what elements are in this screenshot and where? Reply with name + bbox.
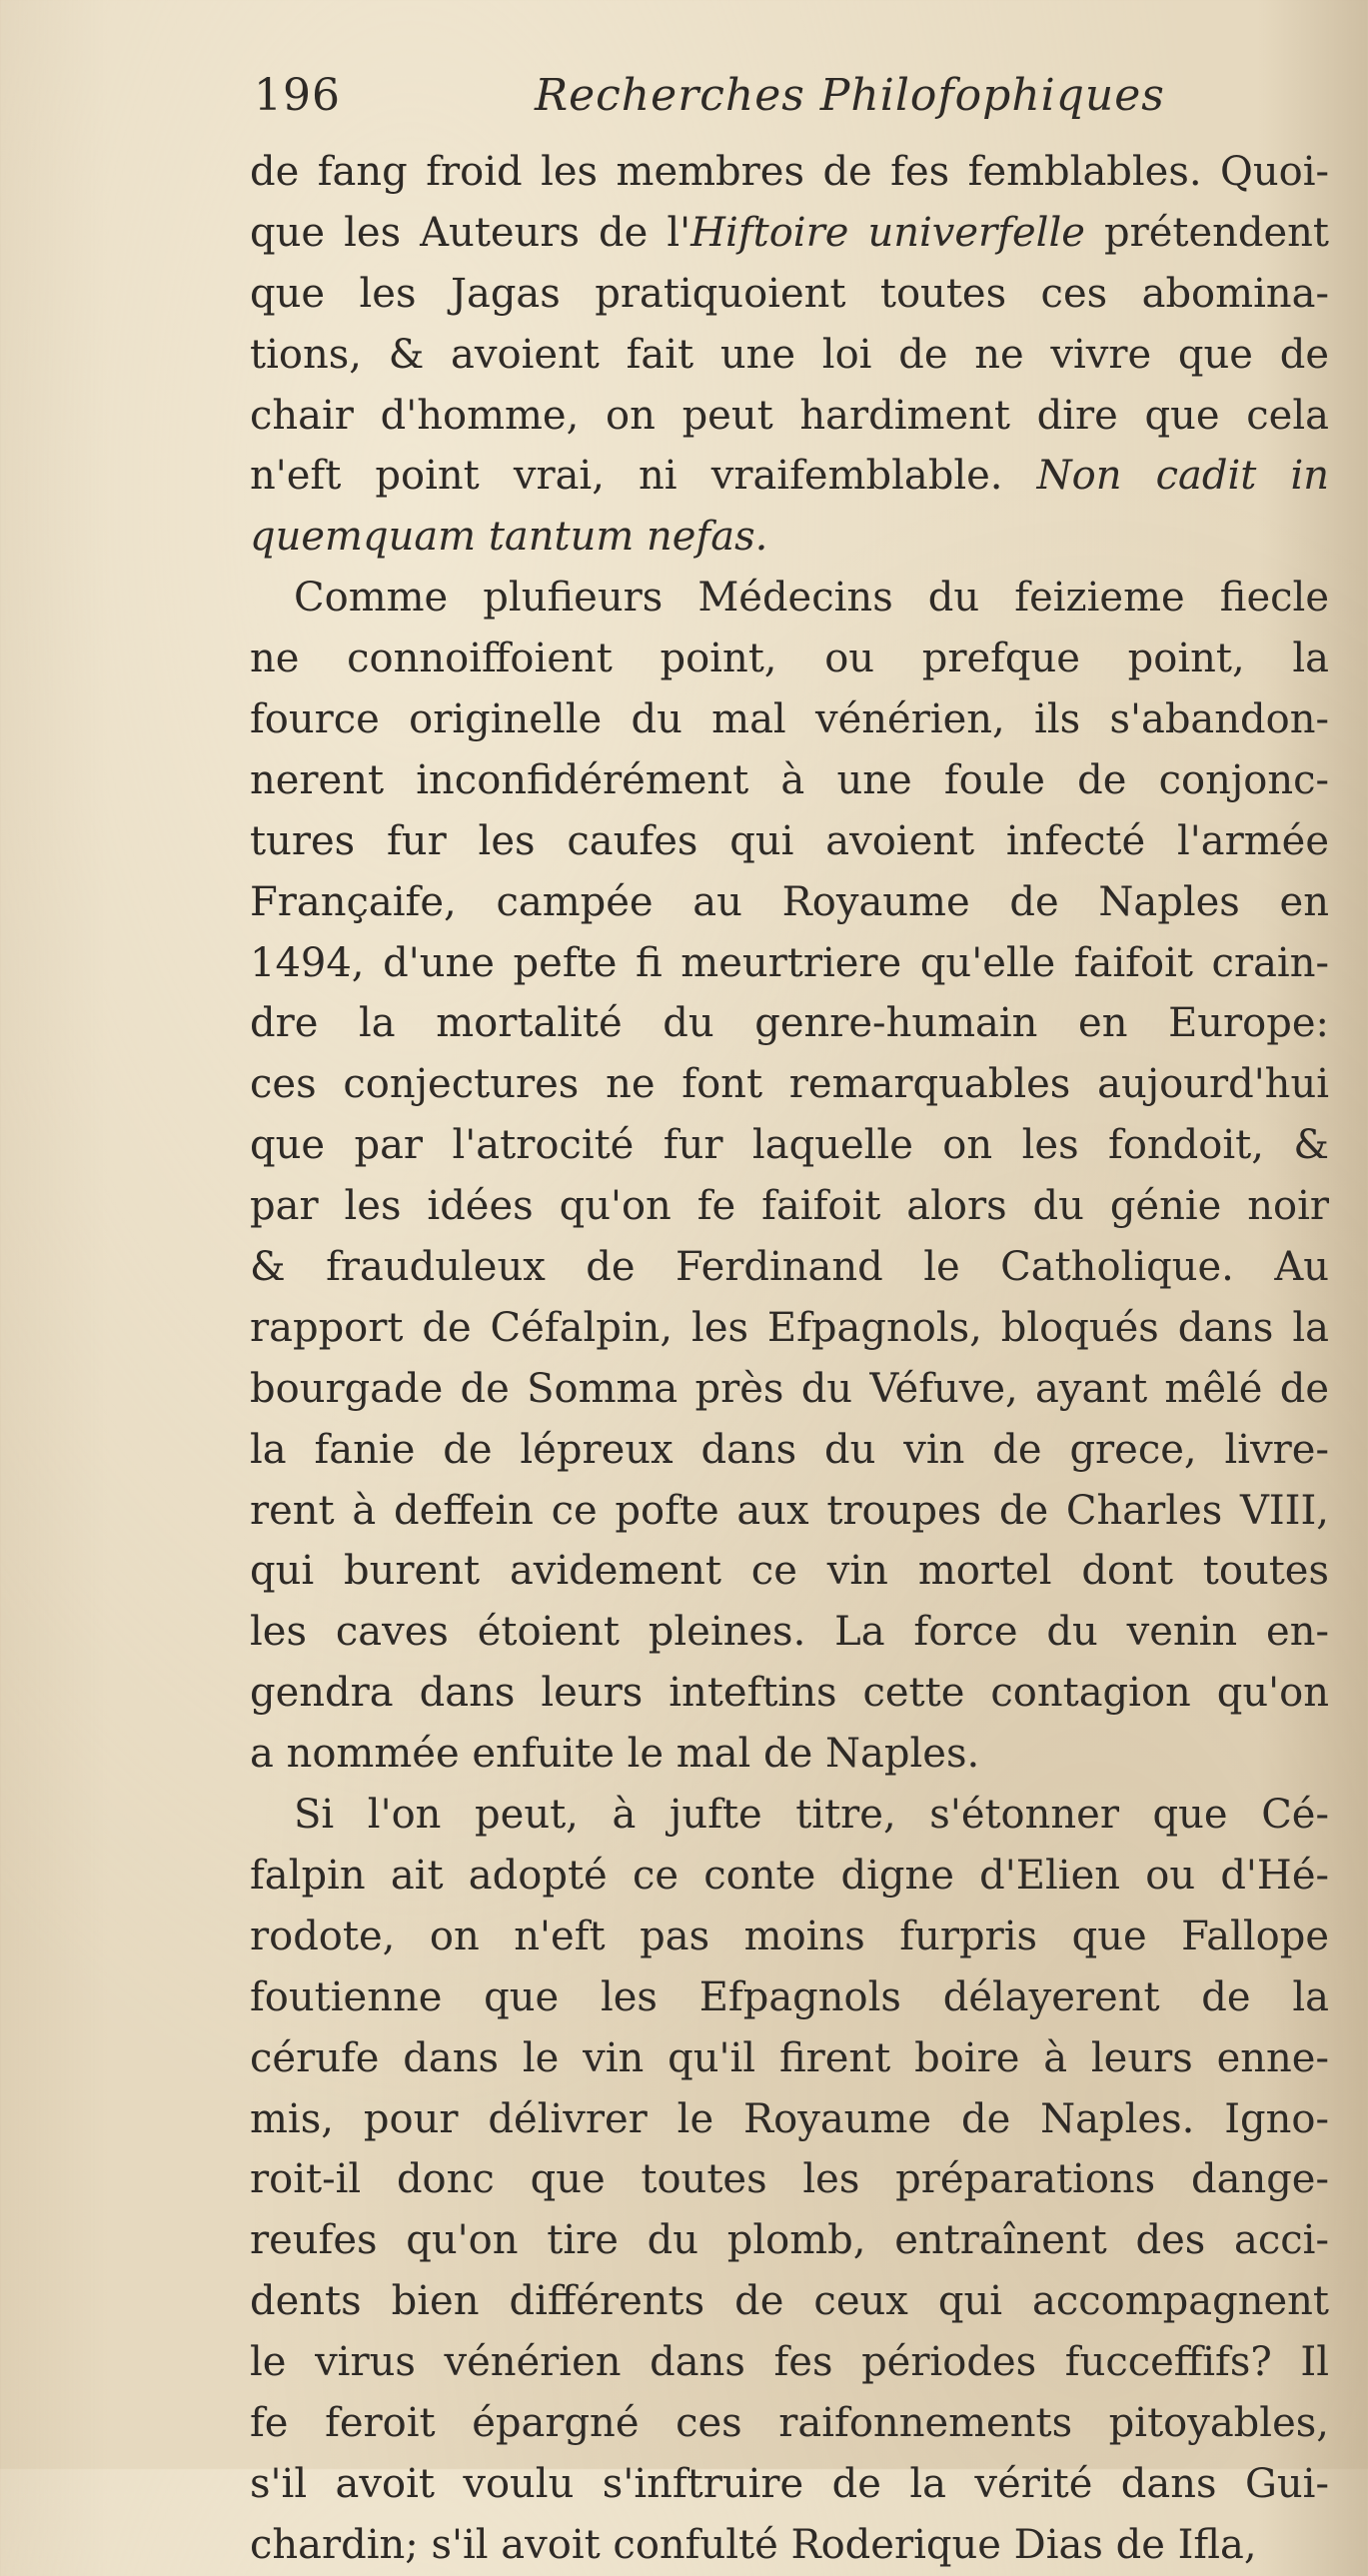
text-segment: que les Jagas pratiquoient toutes ces abomina- xyxy=(250,270,1329,317)
text-segment: dents bien différents de ceux qui accompagnent xyxy=(250,2278,1329,2325)
text-segment: la fanie de lépreux dans du vin de grece, livre- xyxy=(250,1426,1329,1473)
running-title: Recherches Philofophiques xyxy=(535,70,1165,121)
text-line xyxy=(250,1602,1329,1663)
text-line xyxy=(250,1663,1329,1724)
text-segment: rent à deffein ce pofte aux troupes de Charles VIII, xyxy=(250,1487,1329,1534)
text-line xyxy=(250,264,1329,325)
text-segment: s'il avoit voulu s'inftruire de la vérité dans Gui- xyxy=(250,2460,1329,2507)
page-header xyxy=(250,70,1329,142)
text-line xyxy=(250,1298,1329,1359)
text-line xyxy=(250,507,1329,568)
text-segment: chair d'homme, on peut hardiment dire que cela xyxy=(250,392,1329,439)
text-line xyxy=(250,1420,1329,1481)
text-segment: n'eft point vrai, ni vraifemblable. xyxy=(250,453,1037,500)
text-line xyxy=(250,2393,1329,2454)
text-segment: & frauduleux de Ferdinand le Catholique. Au xyxy=(250,1244,1329,1291)
body-text xyxy=(250,142,1329,2576)
text-line xyxy=(250,1176,1329,1237)
text-segment: reufes qu'on tire du plomb, entraînent des acci- xyxy=(250,2217,1329,2264)
text-line xyxy=(250,1115,1329,1176)
text-segment: Comme plufieurs Médecins du feizieme fiecle xyxy=(294,575,1329,622)
italic-text: Hiftoire univerfelle xyxy=(690,209,1085,256)
text-line xyxy=(250,872,1329,933)
text-line xyxy=(250,1785,1329,1846)
text-line xyxy=(250,993,1329,1054)
book-page xyxy=(250,70,1329,2576)
text-segment: ne connoiffoient point, ou prefque point, la xyxy=(250,636,1329,682)
text-line xyxy=(250,1846,1329,1907)
text-line xyxy=(250,2210,1329,2271)
text-line xyxy=(250,1481,1329,1542)
text-segment: Françaife, campée au Royaume de Naples en xyxy=(250,878,1329,925)
text-segment: dre la mortalité du genre-humain en Europe: xyxy=(250,1000,1329,1047)
text-line xyxy=(250,1967,1329,2028)
text-segment: a nommée enfuite le mal de Naples. xyxy=(250,1731,980,1778)
text-segment: chardin; s'il avoit confulté Roderique Dias de Ifla, xyxy=(250,2521,1257,2568)
text-line xyxy=(250,386,1329,447)
text-segment: nerent inconfidérément à une foule de conjonc- xyxy=(250,756,1329,803)
text-segment: que par l'atrocité fur laquelle on les fondoit, & xyxy=(250,1122,1329,1169)
text-segment: foutienne que les Efpagnols délayerent de la xyxy=(250,1973,1329,2020)
text-segment: que les Auteurs de l' xyxy=(250,209,691,256)
text-segment: rodote, on n'eft pas moins furpris que Fallope xyxy=(250,1913,1329,1959)
text-segment: gendra dans leurs inteftins cette contagion qu'on xyxy=(250,1670,1329,1717)
text-segment: fource originelle du mal vénérien, ils s'abandon- xyxy=(250,696,1329,743)
italic-text: Non cadit in xyxy=(1036,453,1329,500)
text-line xyxy=(250,446,1329,507)
text-segment: tures fur les caufes qui avoient infecté l'armée xyxy=(250,817,1329,864)
text-line xyxy=(250,1724,1329,1785)
text-line xyxy=(250,750,1329,811)
text-line xyxy=(250,2089,1329,2150)
text-line xyxy=(250,325,1329,386)
text-segment: Si l'on peut, à jufte titre, s'étonner que Cé- xyxy=(294,1792,1329,1839)
text-segment: rapport de Céfalpin, les Efpagnols, bloqués dans la xyxy=(250,1304,1329,1351)
italic-text: quemquam tantum nefas. xyxy=(250,514,768,561)
text-segment: prétendent xyxy=(1084,209,1329,256)
text-line xyxy=(250,568,1329,629)
text-segment: bourgade de Somma près du Véfuve, ayant mêlé de xyxy=(250,1365,1329,1412)
text-segment: falpin ait adopté ce conte digne d'Elien ou d'Hé- xyxy=(250,1852,1329,1899)
text-line xyxy=(250,2149,1329,2210)
text-segment: cérufe dans le vin qu'il firent boire à leurs enne- xyxy=(250,2034,1329,2081)
text-line xyxy=(250,2028,1329,2089)
text-line xyxy=(250,689,1329,750)
text-segment: les caves étoient pleines. La force du venin en- xyxy=(250,1609,1329,1656)
text-segment: fe feroit épargné ces raifonnements pitoyables, xyxy=(250,2399,1329,2446)
text-line xyxy=(250,629,1329,689)
text-segment: mis, pour délivrer le Royaume de Naples. Igno- xyxy=(250,2095,1329,2142)
text-line xyxy=(250,1237,1329,1298)
text-line xyxy=(250,142,1329,203)
text-segment: 1494, d'une pefte fi meurtriere qu'elle faifoit crain- xyxy=(250,939,1329,986)
text-segment: par les idées qu'on fe faifoit alors du génie noir xyxy=(250,1183,1329,1230)
text-line xyxy=(250,1907,1329,1967)
page-number: 196 xyxy=(254,70,341,121)
text-line xyxy=(250,2271,1329,2332)
text-line xyxy=(250,933,1329,994)
text-line xyxy=(250,811,1329,872)
text-segment: roit-il donc que toutes les préparations dange- xyxy=(250,2156,1329,2203)
text-line xyxy=(250,2454,1329,2515)
text-segment: qui burent avidement ce vin mortel dont toutes xyxy=(250,1548,1329,1595)
text-segment: tions, & avoient fait une loi de ne vivre que de xyxy=(250,331,1329,378)
text-line xyxy=(250,1541,1329,1602)
text-line xyxy=(250,1359,1329,1420)
text-line xyxy=(250,2332,1329,2393)
text-segment: ces conjectures ne font remarquables aujourd'hui xyxy=(250,1061,1329,1108)
text-line xyxy=(250,1054,1329,1115)
text-segment: le virus vénérien dans fes périodes fucceffifs? Il xyxy=(250,2339,1329,2386)
text-line xyxy=(250,2515,1329,2576)
text-segment: de fang froid les membres de fes femblables. Quoi- xyxy=(250,149,1329,195)
text-line xyxy=(250,203,1329,264)
